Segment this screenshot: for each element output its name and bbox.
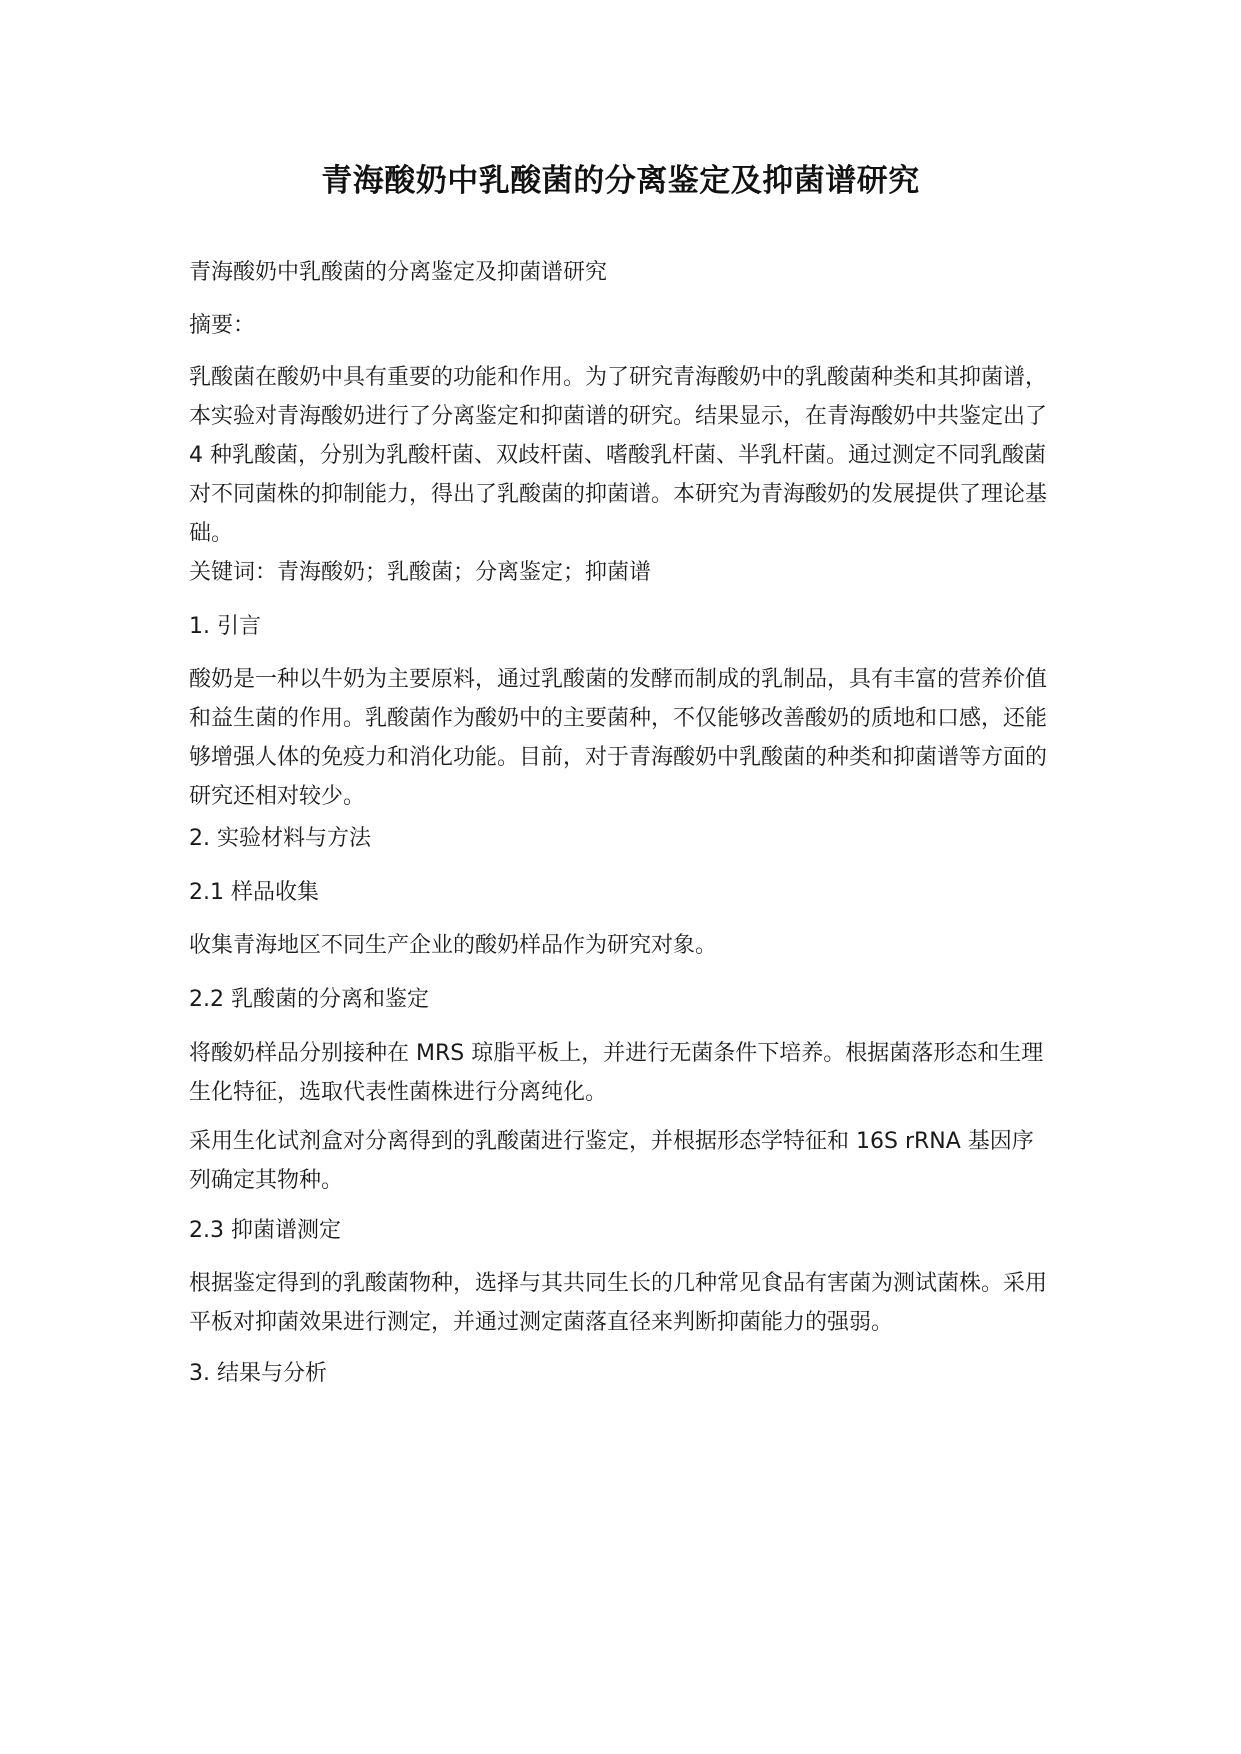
section-2-2-body-2: 采用生化试剂盒对分离得到的乳酸菌进行鉴定，并根据形态学特征和 16S rRNA 基因序列确定其物种。 [189,1129,1034,1193]
keywords-line: 关键词：青海酸奶；乳酸菌；分离鉴定；抑菌谱 [189,560,652,585]
section-1-body: 酸奶是一种以牛奶为主要原料，通过乳酸菌的发酵而制成的乳制品，具有丰富的营养价值和益生菌的作用。乳酸菌作为酸奶中的主要菌种，不仅能够改善酸奶的质地和口感，还能够增强人体的免疫力和消化功能。目前，对于青海酸奶中乳酸菌的种类和抑菌谱等方面的研究还相对较少。 [189,667,1048,809]
document-title: 青海酸奶中乳酸菌的分离鉴定及抑菌谱研究 [321,163,920,199]
section-2-heading: 2. 实验材料与方法 [189,826,371,851]
section-2-1-heading: 2.1 样品收集 [189,880,319,905]
section-2-2-body-1: 将酸奶样品分别接种在 MRS 琼脂平板上，并进行无菌条件下培养。根据菌落形态和生理生化特征，选取代表性菌株进行分离纯化。 [189,1041,1044,1105]
section-3-heading: 3. 结果与分析 [189,1361,327,1386]
abstract-body: 乳酸菌在酸奶中具有重要的功能和作用。为了研究青海酸奶中的乳酸菌种类和其抑菌谱，本实验对青海酸奶进行了分离鉴定和抑菌谱的研究。结果显示，在青海酸奶中共鉴定出了 4 种乳酸菌，分别为乳酸杆菌、双歧杆菌、嗜酸乳杆菌、半乳杆菌。通过测定不同乳酸菌对不同菌株的抑制能力，得出了乳酸菌的抑菌谱。本研究为青海酸奶的发展提供了理论基础。 [189,365,1048,546]
section-2-3-heading: 2.3 抑菌谱测定 [189,1218,341,1243]
abstract-heading: 摘要： [189,313,256,338]
document-subtitle: 青海酸奶中乳酸菌的分离鉴定及抑菌谱研究 [189,260,608,285]
section-2-2-heading: 2.2 乳酸菌的分离和鉴定 [189,987,429,1012]
section-1-heading: 1. 引言 [189,614,261,639]
section-2-3-body: 根据鉴定得到的乳酸菌物种，选择与其共同生长的几种常见食品有害菌为测试菌株。采用平板对抑菌效果进行测定，并通过测定菌落直径来判断抑菌能力的强弱。 [189,1271,1048,1335]
section-2-1-body: 收集青海地区不同生产企业的酸奶样品作为研究对象。 [189,933,718,958]
